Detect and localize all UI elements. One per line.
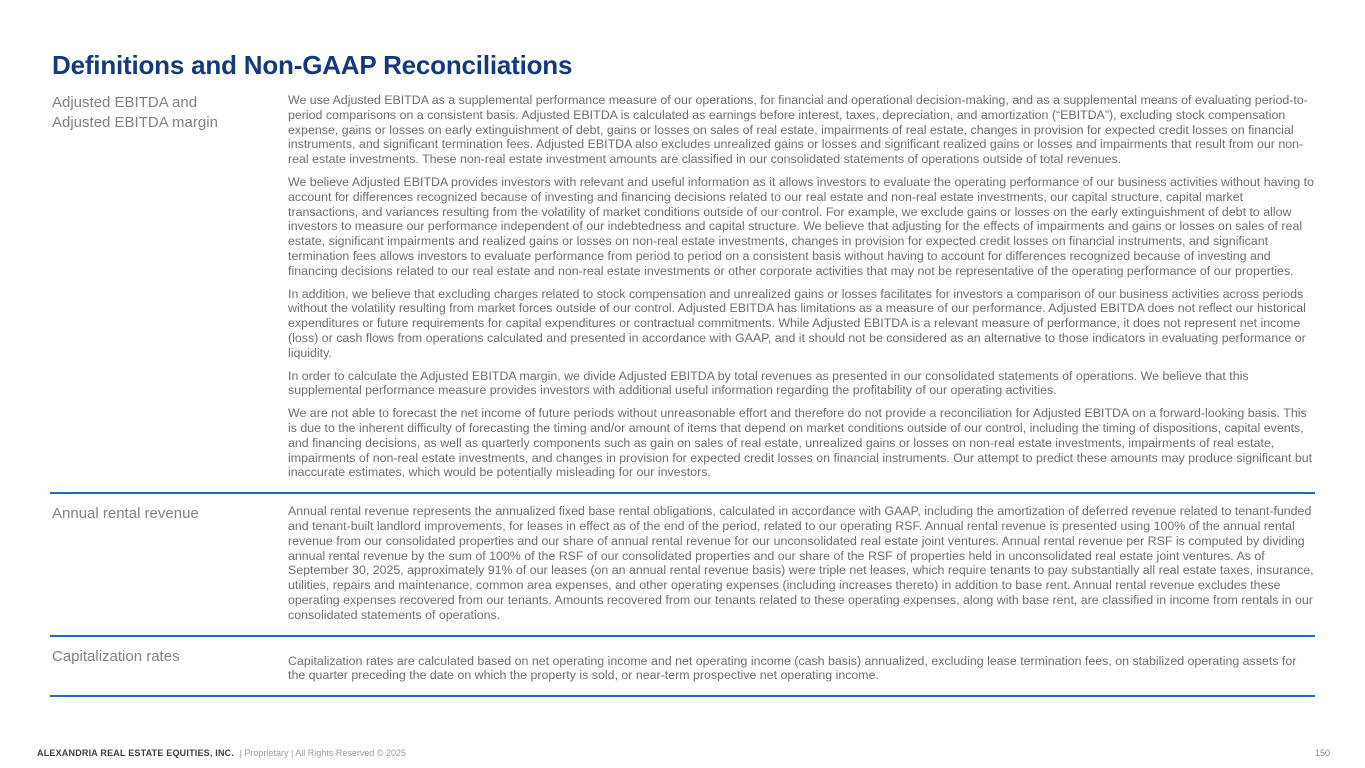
page-title: Definitions and Non-GAAP Reconciliations — [52, 50, 573, 80]
term-label: Annual rental revenue — [52, 505, 199, 523]
definition-text — [288, 647, 1315, 684]
definition-paragraph: Capitalization rates are calculated based on net operating income and net operating income (cash basis) annualized, excluding lease termination fees, on stabilized operating assets for the quarter preceding the date on which the property is sold, or near-term prospective net operating income. — [288, 653, 1297, 683]
definition-paragraph: Annual rental revenue represents the annualized fixed base rental obligations, calculated in accordance with GAAP, including the amortization of deferred revenue related to tenant-funded and tenant-built landlord improvements, for leases in effect as of the end of the period, related to our operating RSF. Annual rental revenue is presented using 100% of the annual rental revenue from our consolidated properties and our share of annual rental revenue for our unconsolidated real estate joint ventures. Annual rental revenue per RSF is computed by dividing annual rental revenue by the sum of 100% of the RSF of our consolidated properties and our share of the RSF of properties held in unconsolidated real estate joint ventures. As of September 30, 2025, approximately 91% of our leases (on an annual rental revenue basis) were triple net leases, which require tenants to pay substantially all real estate taxes, insurance, utilities, repairs and maintenance, common area expenses, and other operating expenses (including increases thereto) in addition to base rent. Annual rental revenue excludes these operating expenses recovered from our tenants. Amounts recovered from our tenants related to these operating expenses, along with base rent, are classified in income from rentals in our consolidated statements of operations. — [288, 504, 1314, 622]
definition-paragraph: We believe Adjusted EBITDA provides investors with relevant and useful information as it allows investors to evaluate the operating performance of our business activities without having to account for differences recognized because of investing and financing decisions related to our real estate and non-real estate investments, our capital structure, capital market transactions, and variances resulting from the volatility of market conditions outside of our control. For example, we exclude gains or losses on the early extinguishment of debt to allow investors to measure our performance independent of our indebtedness and capital structure. We believe that adjusting for the effects of impairments and gains or losses on sales of real estate, significant impairments and realized gains or losses on non-real estate investments, changes in provision for expected credit losses on financial instruments, and significant termination fees allows investors to evaluate performance from period to period on a consistent basis without having to account for differences recognized because of investing and financing decisions related to our real estate and non-real estate investments or other corporate activities that may not be representative of the operating performance of our properties. — [288, 174, 1314, 278]
footer-copyright — [37, 748, 406, 758]
slide-footer — [37, 748, 1330, 758]
definition-paragraph: In order to calculate the Adjusted EBITDA margin, we divide Adjusted EBITDA by total revenues as presented in our consolidated statements of operations. We believe that this supplemental performance measure provides investors with additional useful information regarding the profitability of our operating activities. — [288, 368, 1249, 398]
definition-paragraph: We use Adjusted EBITDA as a supplemental performance measure of our operations, for financial and operational decision-making, and as a supplemental means of evaluating period-to-period comparisons on a consistent basis. Adjusted EBITDA is calculated as earnings before interest, taxes, depreciation, and amortization (“EBITDA”), excluding stock compensation expense, gains or losses on early extinguishment of debt, gains or losses on sales of real estate, impairments of real estate, changes in provision for expected credit losses on financial instruments, and significant termination fees. Adjusted EBITDA also excludes unrealized gains or losses and significant realized gains or losses and impairments that result from our non-real estate investments. These non-real estate investment amounts are classified in our consolidated statements of operations outside of total revenues. — [288, 93, 1308, 167]
definition-row-capitalization-rates — [50, 637, 1315, 696]
definitions-table — [50, 93, 1315, 697]
footer-company-name: ALEXANDRIA REAL ESTATE EQUITIES, INC. — [37, 748, 235, 758]
page-number: 150 — [1314, 748, 1330, 758]
definition-text — [288, 93, 1315, 480]
footer-rights-text: | Proprietary | All Rights Reserved © 2025 — [239, 748, 406, 758]
definition-row-annual-rental-revenue — [50, 494, 1315, 634]
section-divider — [50, 695, 1315, 697]
definition-paragraph: In addition, we believe that excluding charges related to stock compensation and unrealized gains or losses facilitates for investors a comparison of our business activities across periods without the volatility resulting from market forces outside of our control. Adjusted EBITDA has limitations as a measure of our performance. Adjusted EBITDA does not reflect our historical expenditures or future requirements for capital expenditures or contractual commitments. While Adjusted EBITDA is a relevant measure of performance, it does not represent net income (loss) or cash flows from operations calculated and presented in accordance with GAAP, and it should not be considered as an alternative to those indicators in evaluating performance or liquidity. — [288, 286, 1306, 360]
term-label: Adjusted EBITDA and Adjusted EBITDA margin — [52, 94, 218, 132]
term-label: Capitalization rates — [52, 647, 180, 665]
definition-text — [288, 504, 1315, 622]
definition-row-adjusted-ebitda — [50, 93, 1315, 492]
definition-paragraph: We are not able to forecast the net income of future periods without unreasonable effort and therefore do not provide a reconciliation for Adjusted EBITDA on a forward-looking basis. This is due to the inherent difficulty of forecasting the timing and/or amount of items that depend on market conditions outside of our control, including the timing of dispositions, capital events, and financing decisions, as well as quarterly components such as gain on sales of real estate, unrealized gains or losses on non-real estate investments, impairments of real estate, impairments of non-real estate investments, and changes in provision for expected credit losses on financial instruments. Our attempt to predict these amounts may produce significant but inaccurate estimates, which would be potentially misleading for our investors. — [288, 406, 1313, 480]
